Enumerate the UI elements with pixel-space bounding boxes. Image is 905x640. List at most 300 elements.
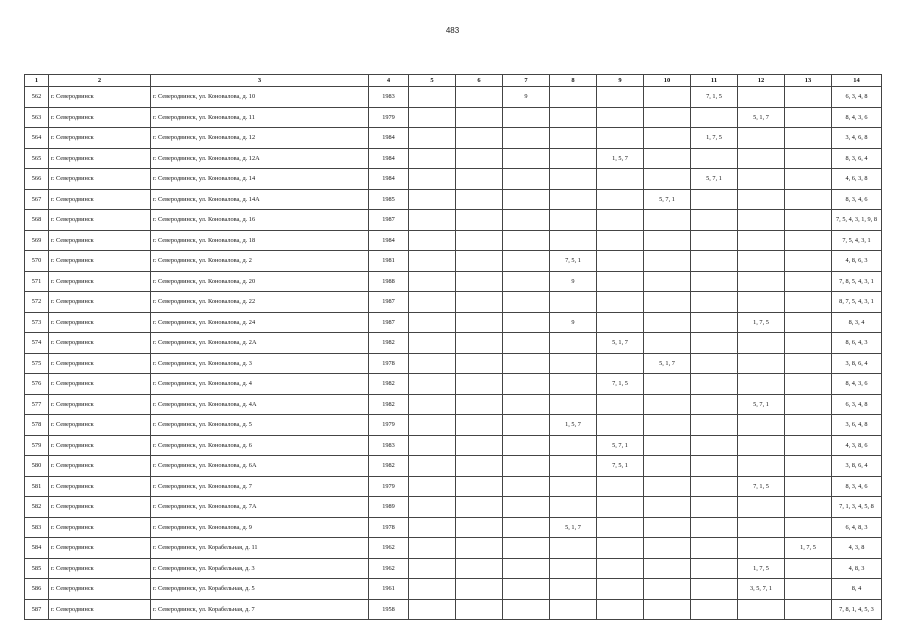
table-row xyxy=(25,107,882,128)
table-row xyxy=(25,435,882,456)
col-8-cell xyxy=(550,189,597,210)
address-cell: г. Северодвинск, ул. Коновалова, д. 5 xyxy=(151,415,369,436)
row-number-cell: 584 xyxy=(25,538,49,559)
col-14-cell: 6, 3, 4, 8 xyxy=(832,87,882,108)
locality-cell: г. Северодвинск xyxy=(49,210,151,231)
col-6-cell xyxy=(456,456,503,477)
col-6-cell xyxy=(456,251,503,272)
col-10-cell xyxy=(644,497,691,518)
year-built-cell: 1982 xyxy=(369,333,409,354)
table-row xyxy=(25,148,882,169)
locality-cell: г. Северодвинск xyxy=(49,333,151,354)
col-12-cell: 5, 1, 7 xyxy=(738,107,785,128)
col-10-cell xyxy=(644,210,691,231)
col-14-cell: 4, 8, 6, 3 xyxy=(832,251,882,272)
col-11-cell xyxy=(691,312,738,333)
col-14-cell: 8, 3, 4, 6 xyxy=(832,189,882,210)
col-8-cell xyxy=(550,599,597,620)
column-header-10: 10 xyxy=(644,75,691,87)
year-built-cell: 1979 xyxy=(369,476,409,497)
col-9-cell xyxy=(597,599,644,620)
row-number-cell: 570 xyxy=(25,251,49,272)
col-13-cell xyxy=(785,599,832,620)
col-11-cell xyxy=(691,599,738,620)
row-number-cell: 580 xyxy=(25,456,49,477)
col-11-cell xyxy=(691,148,738,169)
table-row xyxy=(25,312,882,333)
col-7-cell xyxy=(503,456,550,477)
col-6-cell xyxy=(456,87,503,108)
locality-cell: г. Северодвинск xyxy=(49,538,151,559)
col-9-cell xyxy=(597,128,644,149)
locality-cell: г. Северодвинск xyxy=(49,251,151,272)
col-8-cell: 9 xyxy=(550,271,597,292)
col-9-cell xyxy=(597,189,644,210)
col-6-cell xyxy=(456,599,503,620)
col-12-cell: 1, 7, 5 xyxy=(738,312,785,333)
col-9-cell xyxy=(597,210,644,231)
col-11-cell xyxy=(691,456,738,477)
col-9-cell xyxy=(597,87,644,108)
year-built-cell: 1979 xyxy=(369,107,409,128)
col-12-cell: 7, 1, 5 xyxy=(738,476,785,497)
col-7-cell xyxy=(503,271,550,292)
col-12-cell xyxy=(738,333,785,354)
row-number-cell: 568 xyxy=(25,210,49,231)
col-5-cell xyxy=(409,312,456,333)
col-5-cell xyxy=(409,128,456,149)
address-cell: г. Северодвинск, ул. Коновалова, д. 12 xyxy=(151,128,369,149)
col-7-cell xyxy=(503,435,550,456)
col-8-cell xyxy=(550,107,597,128)
locality-cell: г. Северодвинск xyxy=(49,148,151,169)
table-row xyxy=(25,128,882,149)
year-built-cell: 1984 xyxy=(369,169,409,190)
col-7-cell xyxy=(503,251,550,272)
col-8-cell xyxy=(550,128,597,149)
address-cell: г. Северодвинск, ул. Коновалова, д. 2А xyxy=(151,333,369,354)
col-9-cell xyxy=(597,517,644,538)
col-9-cell xyxy=(597,476,644,497)
col-8-cell xyxy=(550,558,597,579)
address-cell: г. Северодвинск, ул. Коновалова, д. 2 xyxy=(151,251,369,272)
column-header-4: 4 xyxy=(369,75,409,87)
column-header-12: 12 xyxy=(738,75,785,87)
col-10-cell xyxy=(644,374,691,395)
col-11-cell xyxy=(691,353,738,374)
col-9-cell xyxy=(597,312,644,333)
address-cell: г. Северодвинск, ул. Коновалова, д. 7А xyxy=(151,497,369,518)
col-11-cell xyxy=(691,107,738,128)
column-header-7: 7 xyxy=(503,75,550,87)
col-12-cell xyxy=(738,148,785,169)
locality-cell: г. Северодвинск xyxy=(49,415,151,436)
col-10-cell xyxy=(644,292,691,313)
col-14-cell: 8, 4, 3, 6 xyxy=(832,107,882,128)
year-built-cell: 1985 xyxy=(369,189,409,210)
column-header-6: 6 xyxy=(456,75,503,87)
col-13-cell xyxy=(785,87,832,108)
locality-cell: г. Северодвинск xyxy=(49,292,151,313)
year-built-cell: 1987 xyxy=(369,312,409,333)
row-number-cell: 585 xyxy=(25,558,49,579)
table-row xyxy=(25,517,882,538)
col-6-cell xyxy=(456,148,503,169)
col-7-cell xyxy=(503,333,550,354)
col-8-cell xyxy=(550,579,597,600)
col-11-cell xyxy=(691,517,738,538)
col-13-cell xyxy=(785,353,832,374)
row-number-cell: 582 xyxy=(25,497,49,518)
col-7-cell xyxy=(503,107,550,128)
col-10-cell xyxy=(644,87,691,108)
col-14-cell: 3, 4, 6, 8 xyxy=(832,128,882,149)
locality-cell: г. Северодвинск xyxy=(49,456,151,477)
col-14-cell: 6, 4, 8, 3 xyxy=(832,517,882,538)
col-10-cell xyxy=(644,148,691,169)
col-13-cell xyxy=(785,210,832,231)
col-13-cell xyxy=(785,476,832,497)
col-7-cell xyxy=(503,579,550,600)
table-row xyxy=(25,353,882,374)
table-row xyxy=(25,476,882,497)
col-5-cell xyxy=(409,599,456,620)
col-13-cell xyxy=(785,148,832,169)
col-8-cell: 9 xyxy=(550,312,597,333)
col-10-cell xyxy=(644,169,691,190)
col-5-cell xyxy=(409,435,456,456)
col-11-cell xyxy=(691,558,738,579)
col-13-cell xyxy=(785,435,832,456)
column-header-9: 9 xyxy=(597,75,644,87)
col-14-cell: 3, 8, 6, 4 xyxy=(832,456,882,477)
row-number-cell: 579 xyxy=(25,435,49,456)
table-row xyxy=(25,292,882,313)
row-number-cell: 567 xyxy=(25,189,49,210)
col-5-cell xyxy=(409,497,456,518)
year-built-cell: 1988 xyxy=(369,271,409,292)
col-9-cell xyxy=(597,579,644,600)
table-row xyxy=(25,251,882,272)
col-14-cell: 7, 1, 3, 4, 5, 8 xyxy=(832,497,882,518)
year-built-cell: 1979 xyxy=(369,415,409,436)
col-6-cell xyxy=(456,476,503,497)
column-header-5: 5 xyxy=(409,75,456,87)
col-5-cell xyxy=(409,579,456,600)
year-built-cell: 1978 xyxy=(369,517,409,538)
col-8-cell xyxy=(550,456,597,477)
col-7-cell xyxy=(503,374,550,395)
col-11-cell xyxy=(691,210,738,231)
col-8-cell xyxy=(550,230,597,251)
address-cell: г. Северодвинск, ул. Коновалова, д. 7 xyxy=(151,476,369,497)
col-9-cell xyxy=(597,271,644,292)
col-13-cell xyxy=(785,394,832,415)
table-row xyxy=(25,394,882,415)
row-number-cell: 575 xyxy=(25,353,49,374)
table-row xyxy=(25,456,882,477)
col-6-cell xyxy=(456,107,503,128)
col-7-cell xyxy=(503,210,550,231)
col-12-cell xyxy=(738,128,785,149)
col-7-cell: 9 xyxy=(503,87,550,108)
col-5-cell xyxy=(409,107,456,128)
address-cell: г. Северодвинск, ул. Коновалова, д. 6 xyxy=(151,435,369,456)
col-6-cell xyxy=(456,230,503,251)
col-6-cell xyxy=(456,374,503,395)
row-number-cell: 583 xyxy=(25,517,49,538)
col-14-cell: 8, 4, 3, 6 xyxy=(832,374,882,395)
col-13-cell xyxy=(785,169,832,190)
col-6-cell xyxy=(456,353,503,374)
table-row xyxy=(25,189,882,210)
col-14-cell: 4, 3, 8 xyxy=(832,538,882,559)
col-5-cell xyxy=(409,251,456,272)
table-row xyxy=(25,169,882,190)
col-12-cell xyxy=(738,271,785,292)
row-number-cell: 565 xyxy=(25,148,49,169)
col-10-cell xyxy=(644,394,691,415)
locality-cell: г. Северодвинск xyxy=(49,476,151,497)
row-number-cell: 586 xyxy=(25,579,49,600)
col-5-cell xyxy=(409,169,456,190)
col-8-cell xyxy=(550,394,597,415)
col-9-cell xyxy=(597,292,644,313)
col-12-cell xyxy=(738,538,785,559)
col-7-cell xyxy=(503,169,550,190)
table-row xyxy=(25,333,882,354)
col-9-cell: 7, 1, 5 xyxy=(597,374,644,395)
col-5-cell xyxy=(409,148,456,169)
col-5-cell xyxy=(409,394,456,415)
col-12-cell xyxy=(738,251,785,272)
locality-cell: г. Северодвинск xyxy=(49,374,151,395)
col-14-cell: 4, 8, 3 xyxy=(832,558,882,579)
address-cell: г. Северодвинск, ул. Коновалова, д. 20 xyxy=(151,271,369,292)
col-5-cell xyxy=(409,538,456,559)
col-10-cell xyxy=(644,333,691,354)
col-9-cell xyxy=(597,230,644,251)
col-7-cell xyxy=(503,538,550,559)
address-cell: г. Северодвинск, ул. Корабельная, д. 3 xyxy=(151,558,369,579)
col-14-cell: 3, 6, 4, 8 xyxy=(832,415,882,436)
col-11-cell xyxy=(691,435,738,456)
col-12-cell xyxy=(738,292,785,313)
col-7-cell xyxy=(503,148,550,169)
col-10-cell xyxy=(644,312,691,333)
row-number-cell: 563 xyxy=(25,107,49,128)
col-9-cell xyxy=(597,497,644,518)
row-number-cell: 576 xyxy=(25,374,49,395)
col-9-cell xyxy=(597,558,644,579)
col-13-cell xyxy=(785,579,832,600)
col-8-cell xyxy=(550,374,597,395)
col-9-cell xyxy=(597,538,644,559)
row-number-cell: 566 xyxy=(25,169,49,190)
year-built-cell: 1984 xyxy=(369,128,409,149)
col-12-cell xyxy=(738,353,785,374)
col-11-cell xyxy=(691,230,738,251)
col-11-cell xyxy=(691,292,738,313)
col-12-cell xyxy=(738,497,785,518)
year-built-cell: 1961 xyxy=(369,579,409,600)
table-row xyxy=(25,87,882,108)
col-5-cell xyxy=(409,87,456,108)
col-8-cell xyxy=(550,497,597,518)
year-built-cell: 1989 xyxy=(369,497,409,518)
col-6-cell xyxy=(456,394,503,415)
col-11-cell xyxy=(691,374,738,395)
year-built-cell: 1987 xyxy=(369,210,409,231)
col-12-cell xyxy=(738,456,785,477)
year-built-cell: 1987 xyxy=(369,292,409,313)
col-10-cell xyxy=(644,599,691,620)
col-7-cell xyxy=(503,517,550,538)
col-6-cell xyxy=(456,292,503,313)
col-8-cell xyxy=(550,435,597,456)
year-built-cell: 1983 xyxy=(369,435,409,456)
col-10-cell xyxy=(644,107,691,128)
col-11-cell xyxy=(691,271,738,292)
table-row xyxy=(25,230,882,251)
col-5-cell xyxy=(409,476,456,497)
col-6-cell xyxy=(456,579,503,600)
col-12-cell xyxy=(738,169,785,190)
locality-cell: г. Северодвинск xyxy=(49,435,151,456)
col-14-cell: 7, 8, 5, 4, 3, 1 xyxy=(832,271,882,292)
col-13-cell xyxy=(785,128,832,149)
col-11-cell xyxy=(691,394,738,415)
col-13-cell xyxy=(785,415,832,436)
col-9-cell xyxy=(597,107,644,128)
col-5-cell xyxy=(409,353,456,374)
table-row xyxy=(25,497,882,518)
col-7-cell xyxy=(503,312,550,333)
year-built-cell: 1962 xyxy=(369,538,409,559)
col-13-cell xyxy=(785,497,832,518)
col-7-cell xyxy=(503,189,550,210)
col-9-cell xyxy=(597,353,644,374)
row-number-cell: 587 xyxy=(25,599,49,620)
year-built-cell: 1978 xyxy=(369,353,409,374)
col-10-cell xyxy=(644,517,691,538)
address-cell: г. Северодвинск, ул. Коновалова, д. 6А xyxy=(151,456,369,477)
locality-cell: г. Северодвинск xyxy=(49,579,151,600)
address-cell: г. Северодвинск, ул. Коновалова, д. 11 xyxy=(151,107,369,128)
col-13-cell xyxy=(785,292,832,313)
col-11-cell xyxy=(691,415,738,436)
col-9-cell xyxy=(597,251,644,272)
col-10-cell xyxy=(644,476,691,497)
col-14-cell: 4, 6, 3, 8 xyxy=(832,169,882,190)
col-6-cell xyxy=(456,128,503,149)
locality-cell: г. Северодвинск xyxy=(49,497,151,518)
col-13-cell xyxy=(785,312,832,333)
col-9-cell xyxy=(597,394,644,415)
col-14-cell: 8, 7, 5, 4, 3, 1 xyxy=(832,292,882,313)
col-5-cell xyxy=(409,517,456,538)
col-10-cell xyxy=(644,230,691,251)
col-12-cell: 1, 7, 5 xyxy=(738,558,785,579)
col-11-cell xyxy=(691,579,738,600)
col-6-cell xyxy=(456,517,503,538)
col-13-cell: 1, 7, 5 xyxy=(785,538,832,559)
col-7-cell xyxy=(503,230,550,251)
col-9-cell: 5, 1, 7 xyxy=(597,333,644,354)
column-header-11: 11 xyxy=(691,75,738,87)
col-6-cell xyxy=(456,497,503,518)
col-10-cell: 5, 1, 7 xyxy=(644,353,691,374)
col-8-cell xyxy=(550,476,597,497)
col-6-cell xyxy=(456,558,503,579)
year-built-cell: 1958 xyxy=(369,599,409,620)
col-13-cell xyxy=(785,333,832,354)
row-number-cell: 562 xyxy=(25,87,49,108)
locality-cell: г. Северодвинск xyxy=(49,230,151,251)
row-number-cell: 572 xyxy=(25,292,49,313)
address-cell: г. Северодвинск, ул. Коновалова, д. 24 xyxy=(151,312,369,333)
col-8-cell xyxy=(550,333,597,354)
col-11-cell: 1, 7, 5 xyxy=(691,128,738,149)
year-built-cell: 1981 xyxy=(369,251,409,272)
col-8-cell: 1, 5, 7 xyxy=(550,415,597,436)
col-13-cell xyxy=(785,517,832,538)
table-row xyxy=(25,538,882,559)
col-11-cell: 7, 1, 5 xyxy=(691,87,738,108)
locality-cell: г. Северодвинск xyxy=(49,169,151,190)
column-header-14: 14 xyxy=(832,75,882,87)
address-cell: г. Северодвинск, ул. Коновалова, д. 16 xyxy=(151,210,369,231)
col-12-cell xyxy=(738,517,785,538)
table-row xyxy=(25,210,882,231)
col-8-cell xyxy=(550,353,597,374)
col-12-cell: 5, 7, 1 xyxy=(738,394,785,415)
col-10-cell: 5, 7, 1 xyxy=(644,189,691,210)
locality-cell: г. Северодвинск xyxy=(49,394,151,415)
locality-cell: г. Северодвинск xyxy=(49,107,151,128)
col-10-cell xyxy=(644,538,691,559)
row-number-cell: 581 xyxy=(25,476,49,497)
row-number-cell: 577 xyxy=(25,394,49,415)
col-12-cell: 3, 5, 7, 1 xyxy=(738,579,785,600)
table-row xyxy=(25,374,882,395)
col-7-cell xyxy=(503,476,550,497)
address-cell: г. Северодвинск, ул. Коновалова, д. 18 xyxy=(151,230,369,251)
locality-cell: г. Северодвинск xyxy=(49,271,151,292)
row-number-cell: 573 xyxy=(25,312,49,333)
address-cell: г. Северодвинск, ул. Коновалова, д. 4 xyxy=(151,374,369,395)
col-13-cell xyxy=(785,251,832,272)
col-10-cell xyxy=(644,128,691,149)
col-13-cell xyxy=(785,189,832,210)
address-cell: г. Северодвинск, ул. Коновалова, д. 22 xyxy=(151,292,369,313)
col-10-cell xyxy=(644,251,691,272)
col-14-cell: 8, 3, 4, 6 xyxy=(832,476,882,497)
col-5-cell xyxy=(409,271,456,292)
col-10-cell xyxy=(644,456,691,477)
col-7-cell xyxy=(503,128,550,149)
col-14-cell: 7, 5, 4, 3, 1 xyxy=(832,230,882,251)
col-8-cell xyxy=(550,87,597,108)
col-7-cell xyxy=(503,394,550,415)
address-cell: г. Северодвинск, ул. Коновалова, д. 4А xyxy=(151,394,369,415)
col-14-cell: 3, 8, 6, 4 xyxy=(832,353,882,374)
locality-cell: г. Северодвинск xyxy=(49,87,151,108)
col-6-cell xyxy=(456,312,503,333)
col-5-cell xyxy=(409,230,456,251)
col-5-cell xyxy=(409,210,456,231)
col-14-cell: 7, 8, 1, 4, 5, 3 xyxy=(832,599,882,620)
